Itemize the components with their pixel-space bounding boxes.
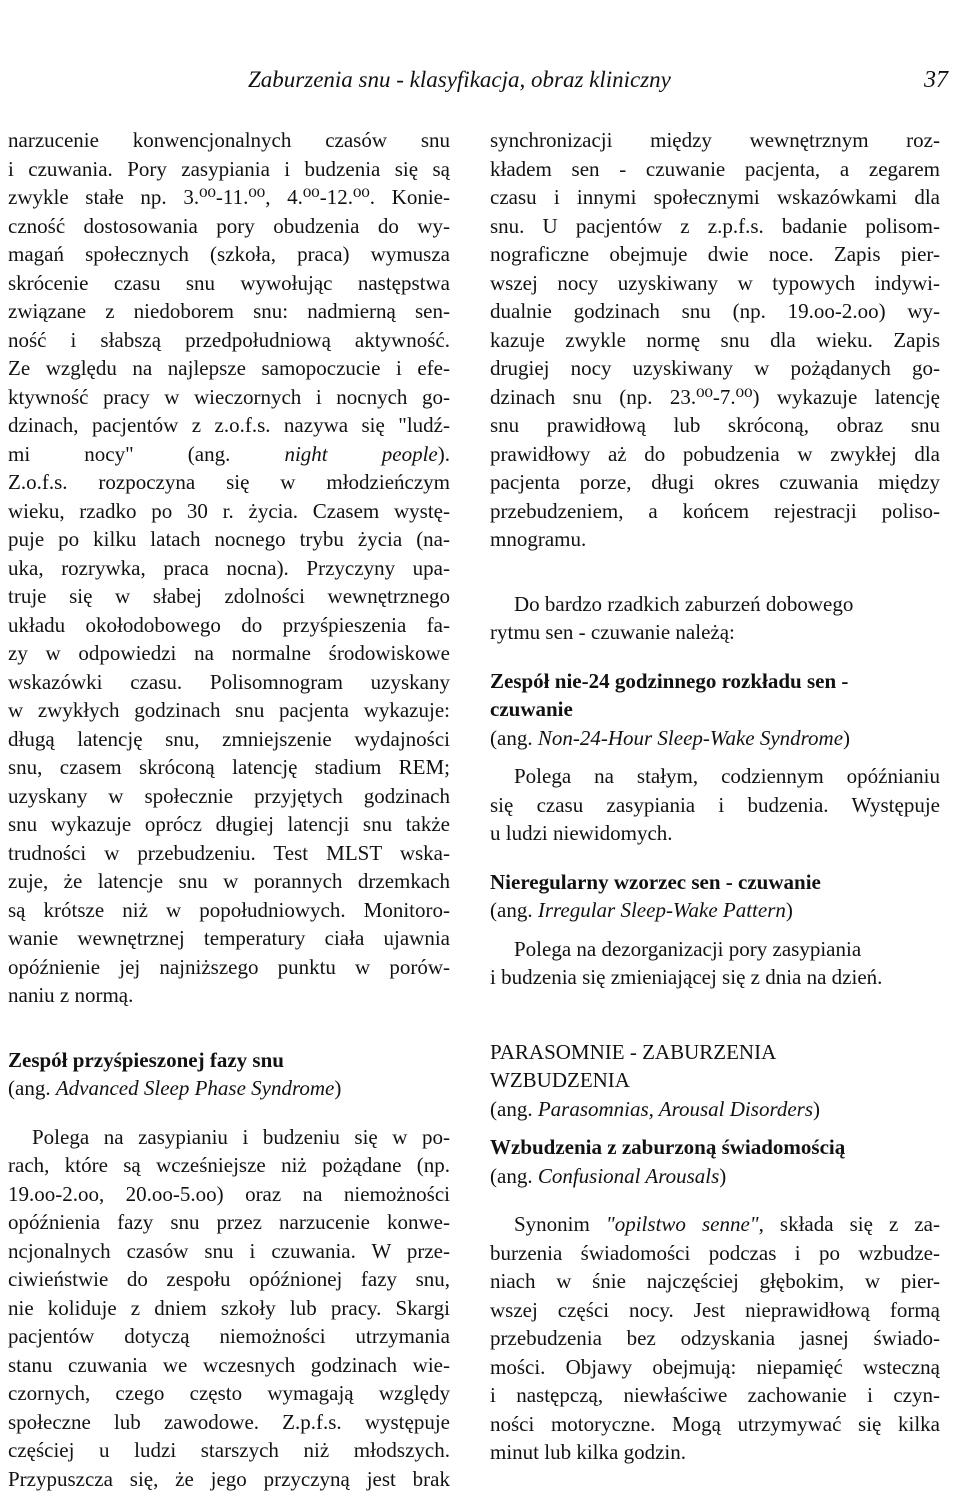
text-line: wieku, rzadko po 30 r. życia. Czasem wystę- bbox=[8, 497, 450, 526]
text-line: Przypuszcza się, że jego przyczyną jest brak bbox=[8, 1465, 450, 1493]
text-line: dzinach snu (np. 23.⁰⁰-7.⁰⁰) wykazuje latencję bbox=[490, 383, 940, 412]
section-title-confusional: Wzbudzenia z zaburzoną świadomością bbox=[490, 1133, 940, 1162]
paragraph-advanced-phase-continuation bbox=[490, 126, 940, 554]
text-line: 19.oo-2.oo, 20.oo-5.oo) oraz na niemożności bbox=[8, 1180, 450, 1209]
text-line: burzenia świadomości podczas i po wzbudze- bbox=[490, 1239, 940, 1268]
paragraph-irregular bbox=[490, 935, 940, 992]
text-line: rytmu sen - czuwanie należą: bbox=[490, 618, 940, 647]
text-line: niach w śnie najczęściej głębokim, w pier- bbox=[490, 1267, 940, 1296]
text-line: zwykle stałe np. 3.⁰⁰-11.⁰⁰, 4.⁰⁰-12.⁰⁰. Konie- bbox=[8, 183, 450, 212]
text-line: w zwykłych godzinach snu pacjenta wykazuje: bbox=[8, 696, 450, 725]
left-column bbox=[8, 126, 450, 1493]
text-line: synchronizacji między wewnętrznym roz- bbox=[490, 126, 940, 155]
text-line: ciwieństwie do zespołu opóźnionej fazy snu, bbox=[8, 1265, 450, 1294]
text-line: pacjenta porze, długi okres czuwania między bbox=[490, 468, 940, 497]
text-line: Ze względu na najlepsze samopoczucie i efe- bbox=[8, 354, 450, 383]
text-line: minut lub kilka godzin. bbox=[490, 1438, 940, 1467]
text-line: częściej u ludzi starszych niż młodszych. bbox=[8, 1436, 450, 1465]
text-line: u ludzi niewidomych. bbox=[490, 819, 940, 848]
text-line: się czasu zasypiania i budzenia. Występuje bbox=[490, 791, 940, 820]
text-line: układu okołodobowego do przyśpieszenia fa- bbox=[8, 611, 450, 640]
text-line: przebudzeniem, a końcem rejestracji poliso- bbox=[490, 497, 940, 526]
text-line: związane z niedoborem snu: nadmierną sen- bbox=[8, 297, 450, 326]
text-line: truje się w słabej zdolności wewnętrznego bbox=[8, 582, 450, 611]
section-ang-advanced-phase: (ang. Advanced Sleep Phase Syndrome) bbox=[8, 1074, 450, 1103]
text-line: uzyskany w społecznie przyjętych godzinach bbox=[8, 782, 450, 811]
text-line: narzucenie konwencjonalnych czasów snu bbox=[8, 126, 450, 155]
paragraph-delayed-phase-continuation bbox=[8, 126, 450, 1010]
text-line: uka, rozrywka, praca nocna). Przyczyny upa- bbox=[8, 554, 450, 583]
text-line: ności motoryczne. Mogą utrzymywać się kilka bbox=[490, 1410, 940, 1439]
text-line: i następczą, niewłaściwe zachowanie i czyn- bbox=[490, 1381, 940, 1410]
text-line: ność i słabszą przedpołudniową aktywność. bbox=[8, 326, 450, 355]
text-line: i budzenia się zmieniającej się z dnia na dzień. bbox=[490, 963, 940, 992]
text-line: długą latencję snu, zmniejszenie wydajności bbox=[8, 725, 450, 754]
text-line: Z.o.f.s. rozpoczyna się w młodzieńczym bbox=[8, 468, 450, 497]
text-line: trudności w przebudzeniu. Test MLST wska- bbox=[8, 839, 450, 868]
text-line: opóźnienia fazy snu przez narzucenie konwe- bbox=[8, 1208, 450, 1237]
text-line: naniu z normą. bbox=[8, 981, 450, 1010]
text-line: opóźnienie jej najniższego punktu w porów- bbox=[8, 953, 450, 982]
running-header-title: Zaburzenia snu - klasyfikacja, obraz kliniczny bbox=[248, 62, 671, 98]
text-line: Synonim "opilstwo senne", składa się z za- bbox=[490, 1210, 940, 1239]
text-line: dzinach, pacjentów z z.o.f.s. nazywa się "ludź- bbox=[8, 411, 450, 440]
text-line: stanu czuwania we wczesnych godzinach wie- bbox=[8, 1351, 450, 1380]
section-ang-irregular: (ang. Irregular Sleep-Wake Pattern) bbox=[490, 896, 940, 925]
text-line: czasu i innymi społecznymi wskazówkami dla bbox=[490, 183, 940, 212]
text-line: Polega na dezorganizacji pory zasypiania bbox=[490, 935, 940, 964]
text-line: kazuje zwykle normę snu dla wieku. Zapis bbox=[490, 326, 940, 355]
text-line: Polega na stałym, codziennym opóźnianiu bbox=[490, 762, 940, 791]
text-line: snu. U pacjentów z z.p.f.s. badanie polisom- bbox=[490, 212, 940, 241]
text-line: i czuwania. Pory zasypiania i budzenia się są bbox=[8, 155, 450, 184]
section-ang-non24: (ang. Non-24-Hour Sleep-Wake Syndrome) bbox=[490, 724, 940, 753]
text-line: Polega na zasypianiu i budzeniu się w po- bbox=[8, 1123, 450, 1152]
text-line: czuwanie bbox=[490, 695, 940, 724]
text-line: dualnie godzinach snu (np. 19.oo-2.oo) wy- bbox=[490, 297, 940, 326]
paragraph-non24 bbox=[490, 762, 940, 848]
text-line: wszej części nocy. Jest nieprawidłową formą bbox=[490, 1296, 940, 1325]
text-line: rach, które są wcześniejsze niż pożądane (np. bbox=[8, 1151, 450, 1180]
text-line: prawidłowy aż do pobudzenia w zwykłej dla bbox=[490, 440, 940, 469]
text-line: skrócenie czasu snu wywołując następstwa bbox=[8, 269, 450, 298]
text-line: snu prawidłową lub skróconą, obraz snu bbox=[490, 411, 940, 440]
text-line: wszej nocy uzyskiwany w typowych indywi- bbox=[490, 269, 940, 298]
section-ang-confusional: (ang. Confusional Arousals) bbox=[490, 1162, 940, 1191]
paragraph-confusional bbox=[490, 1239, 940, 1467]
text-line: kładem sen - czuwanie pacjenta, a zegarem bbox=[490, 155, 940, 184]
text-line: PARASOMNIE - ZABURZENIA bbox=[490, 1038, 940, 1067]
text-line: czornych, czego często wymagają względy bbox=[8, 1379, 450, 1408]
text-line: snu, czasem skróconą latencję stadium REM; bbox=[8, 753, 450, 782]
text-line: Zespół nie-24 godzinnego rozkładu sen - bbox=[490, 667, 940, 696]
text-line: mości. Objawy obejmują: niepamięć wsteczną bbox=[490, 1353, 940, 1382]
text-line: ncjonalnych czasów snu i czuwania. W prze- bbox=[8, 1237, 450, 1266]
text-line: mnogramu. bbox=[490, 525, 940, 554]
text-line: wanie wewnętrznej temperatury ciała ujawnia bbox=[8, 924, 450, 953]
text-line: są krótsze niż w popołudniowych. Monitoro- bbox=[8, 896, 450, 925]
running-header bbox=[0, 62, 960, 98]
text-line: nograficzne obejmuje dwie noce. Zapis pier- bbox=[490, 240, 940, 269]
text-line: WZBUDZENIA bbox=[490, 1066, 940, 1095]
text-line: ktywność pracy w wieczornych i nocnych go- bbox=[8, 383, 450, 412]
section-title-parasomnie bbox=[490, 1038, 940, 1095]
text-line: zuje, że latencje snu w porannych drzemkach bbox=[8, 867, 450, 896]
text-line: pacjentów dotyczą niemożności utrzymania bbox=[8, 1322, 450, 1351]
text-line: wskazówki czasu. Polisomnogram uzyskany bbox=[8, 668, 450, 697]
text-line: magań społecznych (szkoła, praca) wymusza bbox=[8, 240, 450, 269]
page-number: 37 bbox=[924, 62, 948, 98]
text-line: mi nocy" (ang. night people). bbox=[8, 440, 450, 469]
paragraph-rare-disorders-intro bbox=[490, 590, 940, 647]
text-line: przebudzenia bez odzyskania jasnej świado- bbox=[490, 1324, 940, 1353]
text-line: drugiej nocy uzyskiwany w pożądanych go- bbox=[490, 354, 940, 383]
text-line: snu wykazuje oprócz długiej latencji snu także bbox=[8, 810, 450, 839]
right-column bbox=[490, 126, 940, 1467]
text-line: zy w odpowiedzi na normalne środowiskowe bbox=[8, 639, 450, 668]
text-line: nie koliduje z dniem szkoły lub pracy. Skargi bbox=[8, 1294, 450, 1323]
text-line: Do bardzo rzadkich zaburzeń dobowego bbox=[490, 590, 940, 619]
text-line: czność dostosowania pory obudzenia do wy- bbox=[8, 212, 450, 241]
section-ang-parasomnie: (ang. Parasomnias, Arousal Disorders) bbox=[490, 1095, 940, 1124]
section-title-non24 bbox=[490, 667, 940, 724]
paragraph-advanced-phase bbox=[8, 1123, 450, 1493]
section-title-advanced-phase: Zespół przyśpieszonej fazy snu bbox=[8, 1046, 450, 1075]
section-title-irregular: Nieregularny wzorzec sen - czuwanie bbox=[490, 868, 940, 897]
text-line: puje po kilku latach nocnego trybu życia (na- bbox=[8, 525, 450, 554]
text-line: społeczne lub zawodowe. Z.p.f.s. występuje bbox=[8, 1408, 450, 1437]
